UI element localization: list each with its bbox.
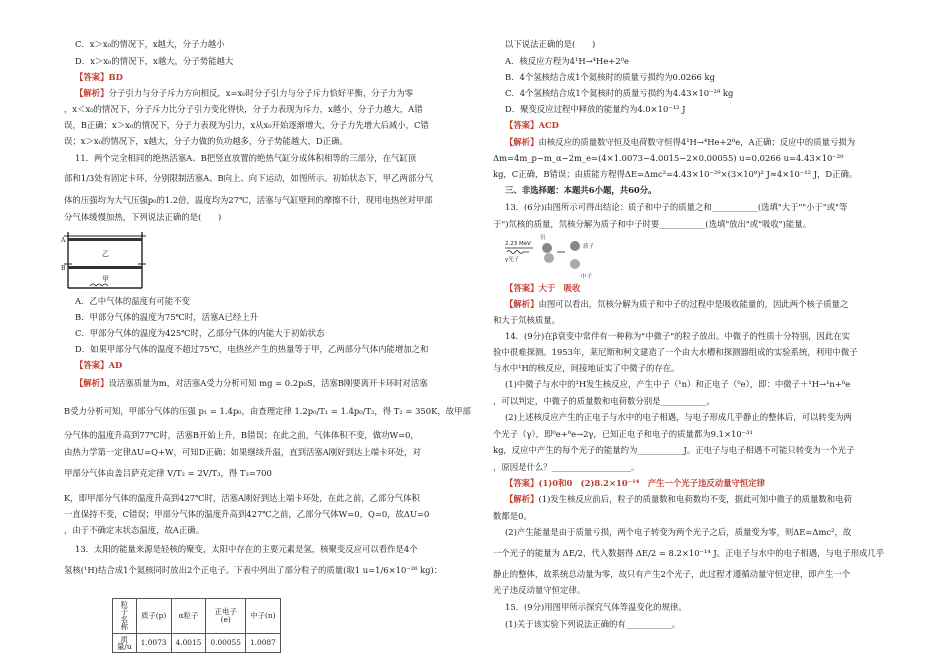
question-13: 13．太阳的能量来源是轻核的聚变，太阳中存在的主要元素是氢，核聚变反应可以看作是4个	[75, 544, 418, 554]
option-c: C．x＞x₀的情况下，x越大，分子力越小	[75, 39, 225, 49]
question-part: ，可以判定，中微子的质量数和电荷数分别是___________。	[493, 396, 715, 406]
question-text: 氢核(¹H)结合成1个氦核同时放出2个正电子。下表中列出了部分粒子的质量(取1 u=1/6×10⁻²⁶ kg)：	[64, 565, 443, 575]
analysis-line: 【解析】设活塞质量为m，对活塞A受力分析可知 mg = 0.2p₀S，活塞B刚要离开卡环时对活塞	[75, 378, 428, 388]
option-a: A．核反应方程为4¹H→⁴He+2⁰e	[505, 56, 629, 66]
answer-label: 【答案】(1)0和0 (2)8.2×10⁻¹⁴ 产生一个光子违反动量守恒定律	[505, 478, 766, 488]
proton-label: 质子	[583, 244, 595, 250]
option-d: D．聚变反应过程中释放的能量约为4.0×10⁻¹² J	[505, 104, 686, 114]
neutron-label: 中子	[581, 274, 593, 280]
table-cell: 4.0015	[171, 633, 206, 653]
answer-label: 【答案】大于 吸收	[505, 283, 581, 293]
section-heading: 三、非选择题：本题共6小题，共60分。	[505, 185, 657, 195]
photon-label: γ光子	[505, 257, 520, 263]
label-jia: 甲	[102, 275, 109, 283]
analysis-line: 误，B正确；x＞x₀的情况下，分子力表现为引力，x从x₀开始逐渐增大，分子力先增大后减小，C错	[64, 120, 429, 130]
photon-wave	[507, 251, 529, 254]
question-part: (1)中微子与水中的¹H发生核反应，产生中子（¹n）和正电子（⁰e），即：中微子＋¹H→¹n+⁰e	[505, 379, 851, 389]
mass-table	[112, 598, 281, 653]
piston-b	[68, 266, 142, 269]
answer-label: 【答案】BD	[75, 72, 123, 82]
option-b: B．甲部分气体的温度为75℃时，活塞A已经上升	[75, 312, 258, 322]
analysis-line: ，由于不确定末状态温度，故A正确。	[64, 525, 205, 535]
analysis-line: 一直保持不变，C错误；甲部分气体的温度升高到427℃之前，乙部分气体W=0，Q=0，故ΔU=0	[64, 509, 430, 519]
label-yi: 乙	[102, 250, 109, 258]
analysis-line: 【解析】由图可以看出，氘核分解为质子和中子的过程中是吸收能量的，因此两个核子质量之	[505, 299, 849, 309]
option-d: D．如果甲部分气体的温度不超过75℃，电热丝产生的热量等于甲，乙两部分气体内能增加之和	[75, 344, 429, 354]
question-text: 以下说法正确的是( )	[505, 39, 596, 49]
analysis-line: 和大于氘核质量。	[493, 315, 560, 325]
question-text: 与水中¹H的核反应，间接地证实了中微子的存在。	[493, 363, 680, 373]
analysis-line: (2)产生能量是由于质量亏损，两个电子转变为两个光子之后，质量变为零，则ΔE=Δmc²，故	[505, 527, 852, 537]
heating-wire	[90, 284, 108, 286]
analysis-line: 误；x＞x₀的情况下，x越大，分子力做的负功越多，分子势能越大，D正确。	[64, 136, 348, 146]
option-a: A．乙中气体的温度有可能不变	[75, 296, 190, 306]
table-header-row	[113, 599, 281, 634]
answer-label: 【答案】AD	[75, 360, 123, 370]
table-cell: 质量/u	[113, 633, 137, 653]
table-header: 质子(p)	[136, 599, 171, 634]
question-13: 13．(6分)由图所示可得出结论：质子和中子的质量之和___________(选填"大于""小于"或"等	[505, 202, 848, 212]
deuteron-label: 氘	[540, 235, 546, 241]
question-text: 分气体缓慢加热，下列说法正确的是( )	[64, 212, 222, 222]
analysis-line: 分气体的温度升高到77℃时，活塞B开始上升，B错误；在此之前，气体体积不变，做功W=0，	[64, 430, 419, 440]
option-c: C．甲部分气体的温度为425℃时，乙部分气体的内能大于初始状态	[75, 328, 325, 338]
analysis-line: 【解析】由核反应的质量数守恒及电荷数守恒得4¹H→⁴He+2⁰e，A正确；反应中的质量亏损为	[505, 137, 856, 147]
analysis-line: kg，C正确，B错误；由质能方程得ΔE=Δmc²=4.43×10⁻²⁹×(3×10⁸)² J≈4×10⁻¹² J，D正确。	[493, 169, 858, 179]
question-14: 14．(9分)在β衰变中常伴有一种称为"中微子"的粒子放出。中微子的性质十分特别，因此在实	[505, 331, 850, 341]
option-c: C．4个氢核结合成1个氦核时的质量亏损约为4.43×10⁻²⁹ kg	[505, 88, 734, 98]
question-15: 15．(9分)用图甲所示探究气体等温变化的规律。	[505, 602, 687, 612]
question-part: (2)上述核反应产生的正电子与水中的电子相遇，与电子形成几乎静止的整体后，可以转变为两	[505, 412, 852, 422]
table-header: 正电子(e)	[206, 599, 246, 634]
analysis-line: 一个光子的能量为 ΔE/2，代入数据得 ΔE/2 = 8.2×10⁻¹⁴ J。正电子与水中的电子相遇，与电子形成几乎	[493, 548, 885, 558]
question-part: 个光子（γ），即⁰e+⁰e→2γ，已知正电子和电子的质量都为9.1×10⁻³¹	[493, 429, 753, 439]
option-d: D．x＞x₀的情况下，x越大，分子势能越大	[75, 56, 234, 66]
analysis-line: Δm=4m_p−m_α−2m_e=(4×1.0073−4.0015−2×0.00055) u=0.0266 u=4.43×10⁻²⁹	[493, 153, 844, 163]
deuteron-figure	[505, 234, 625, 282]
table-header: 中子(n)	[245, 599, 280, 634]
analysis-line: 数都是0。	[493, 511, 532, 521]
analysis-line: 甲部分气体由盖吕萨克定律 V/T₂ = 2V/T₃，得 T₃=700	[64, 468, 272, 478]
question-part: (1)关于该实验下列说法正确的有___________。	[505, 619, 681, 629]
question-text: 部和1/3处有固定卡环，分别限制活塞A、B向上、向下运动，如图所示。初始状态下，甲乙两部分气	[64, 173, 434, 183]
question-11: 11．两个完全相同的绝热活塞A、B把竖直放置的绝热气缸分成体积相等的三部分，在气缸顶	[75, 153, 417, 163]
analysis-line: 由热力学第一定律ΔU=Q+W，可知D正确；如果继续升温，直到活塞A刚好到达上端卡环处，对	[64, 447, 421, 457]
cylinder-diagram	[60, 228, 150, 292]
table-cell: 0.00055	[206, 633, 246, 653]
question-text: 验中很难探测。1953年，莱尼斯和柯文建造了一个由大水槽和探测器组成的实验系统，利用中微子	[493, 347, 858, 357]
analysis-line: B受力分析可知，甲部分气体的压强 p₁ = 1.4p₀，由查理定律 1.2p₀/T₁ = 1.4p₀/T₂，得 T₂ = 350K，故甲部	[64, 406, 471, 416]
question-part: kg，反应中产生的每个光子的能量约为___________J。正电子与电子相遇不可能只转变为一个光子	[493, 445, 855, 455]
piston-a	[68, 238, 142, 241]
analysis-line: 【解析】分子引力与分子斥力方向相反，x=x₀时分子引力与分子斥力恰好平衡，分子力为零	[75, 88, 414, 98]
table-header: α粒子	[171, 599, 206, 634]
analysis-line: 静止的整体，故系统总动量为零，故只有产生2个光子，此过程才遵循动量守恒定律，即产生一个	[493, 569, 851, 579]
energy-label: 2.23 MeV	[505, 241, 531, 247]
table-row	[113, 633, 281, 653]
analysis-line: K，即甲部分气体的温度升高到427℃时，活塞A刚好到达上端卡环处，在此之前，乙部分气体积	[64, 493, 420, 503]
analysis-line: 光子违反动量守恒定律。	[493, 585, 586, 595]
analysis-line: 【解析】(1)发生核反应前后，粒子的质量数和电荷数均不变，据此可知中微子的质量数和电荷	[505, 494, 852, 504]
question-part: ，原因是什么？___________________。	[493, 462, 640, 472]
table-cell: 1.0087	[245, 633, 280, 653]
label-a: A	[61, 237, 66, 244]
table-cell: 1.0073	[136, 633, 171, 653]
question-text: 于")氘核的质量，氘核分解为质子和中子时要___________(选填"放出"或"吸收")能量。	[493, 219, 811, 229]
table-header: 粒子名称	[113, 599, 137, 634]
analysis-line: ，x＜x₀的情况下，分子斥力比分子引力变化得快，分子力表现为斥力，x越小，分子力越大，A错	[64, 104, 423, 114]
label-b: B	[61, 265, 66, 272]
question-text: 体的压强均为大气压强p₀的1.2倍，温度均为27℃，活塞与气缸壁间的摩擦不计，现用电热丝对甲部	[64, 195, 433, 205]
answer-label: 【答案】ACD	[505, 120, 559, 130]
option-b: B．4个氢核结合成1个氦核时的质量亏损约为0.0266 kg	[505, 72, 715, 82]
